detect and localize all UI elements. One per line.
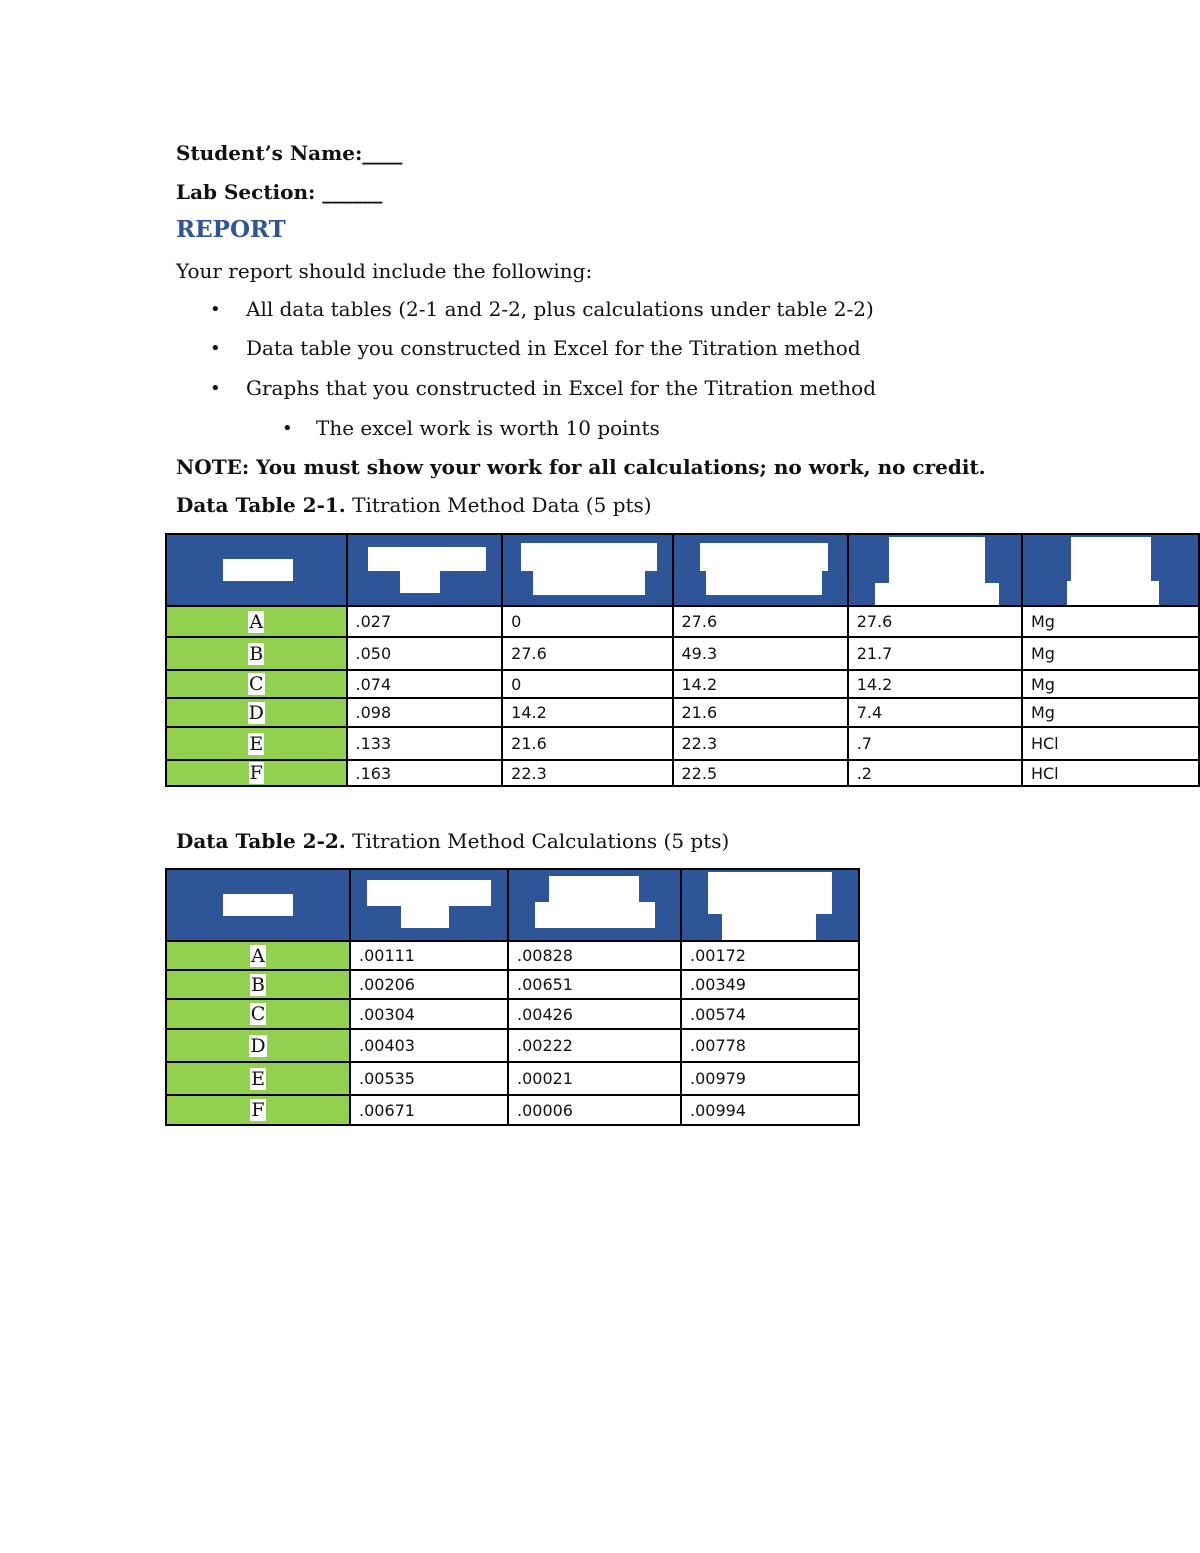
table-row xyxy=(166,727,1199,760)
table-cell: 27.6 xyxy=(502,637,672,670)
table-cell: 14.2 xyxy=(502,698,672,727)
table-cell: .00778 xyxy=(681,1029,859,1062)
report-heading: REPORT xyxy=(176,216,286,243)
table-cell: .00021 xyxy=(508,1062,681,1095)
row-label-cell: E xyxy=(166,1062,350,1095)
table-cell: 22.3 xyxy=(673,727,848,760)
table-header-row xyxy=(166,534,1199,606)
header-cell-redacted xyxy=(166,869,350,941)
header-cell-redacted xyxy=(350,869,508,941)
bullet-dot-icon: • xyxy=(210,378,221,399)
table-cell: 27.6 xyxy=(848,606,1022,637)
table1-caption xyxy=(176,492,652,518)
student-name-line: Student’s Name:____ xyxy=(176,141,403,165)
table-cell: Mg xyxy=(1022,637,1199,670)
table-cell: .00535 xyxy=(350,1062,508,1095)
row-label-cell: A xyxy=(166,941,350,970)
table-row xyxy=(166,606,1199,637)
row-label-cell: A xyxy=(166,606,347,637)
table-cell: 22.3 xyxy=(502,760,672,786)
row-label-cell: C xyxy=(166,670,347,698)
table-header-row xyxy=(166,869,859,941)
table-cell: .00222 xyxy=(508,1029,681,1062)
table-row xyxy=(166,970,859,999)
table-cell: .00994 xyxy=(681,1095,859,1125)
table-cell: 49.3 xyxy=(673,637,848,670)
table-cell: 7.4 xyxy=(848,698,1022,727)
table-cell: .00671 xyxy=(350,1095,508,1125)
header-cell-redacted xyxy=(673,534,848,606)
note-text: NOTE: You must show your work for all calculations; no work, no credit. xyxy=(176,455,986,479)
table-row xyxy=(166,999,859,1029)
table-cell: 21.6 xyxy=(502,727,672,760)
table-cell: .027 xyxy=(347,606,503,637)
table-cell: .7 xyxy=(848,727,1022,760)
row-label-cell: C xyxy=(166,999,350,1029)
table2-caption-rest: Titration Method Calculations (5 pts) xyxy=(345,829,730,853)
table-cell: Mg xyxy=(1022,606,1199,637)
header-cell-redacted xyxy=(166,534,347,606)
table-row xyxy=(166,941,859,970)
header-cell-redacted xyxy=(347,534,503,606)
header-cell-redacted xyxy=(681,869,859,941)
table-cell: .050 xyxy=(347,637,503,670)
table-row xyxy=(166,1062,859,1095)
table-cell: Mg xyxy=(1022,670,1199,698)
table-cell: .00006 xyxy=(508,1095,681,1125)
table-cell: .00979 xyxy=(681,1062,859,1095)
table-row xyxy=(166,637,1199,670)
table2-caption xyxy=(176,828,729,854)
row-label-cell: F xyxy=(166,760,347,786)
table-cell: .098 xyxy=(347,698,503,727)
table-cell: .00111 xyxy=(350,941,508,970)
sub-bullet-item-1: The excel work is worth 10 points xyxy=(316,416,660,440)
header-cell-redacted xyxy=(502,534,672,606)
table-cell: HCl xyxy=(1022,760,1199,786)
table-cell: 21.6 xyxy=(673,698,848,727)
row-label-cell: E xyxy=(166,727,347,760)
table-cell: .133 xyxy=(347,727,503,760)
table-cell: 22.5 xyxy=(673,760,848,786)
lab-section-line: Lab Section: ______ xyxy=(176,180,383,204)
table-row xyxy=(166,698,1199,727)
row-label-cell: B xyxy=(166,970,350,999)
table-cell: .00349 xyxy=(681,970,859,999)
header-cell-redacted xyxy=(848,534,1022,606)
table-cell: 14.2 xyxy=(673,670,848,698)
table-row xyxy=(166,1095,859,1125)
table-cell: 0 xyxy=(502,606,672,637)
table-cell: .00426 xyxy=(508,999,681,1029)
table1-caption-bold: Data Table 2-1. xyxy=(176,493,346,517)
table-cell: 27.6 xyxy=(673,606,848,637)
bullet-dot-icon: • xyxy=(210,299,221,320)
row-label-cell: F xyxy=(166,1095,350,1125)
table-cell: .00403 xyxy=(350,1029,508,1062)
table1-caption-rest: Titration Method Data (5 pts) xyxy=(345,493,652,517)
table-row xyxy=(166,760,1199,786)
table-row xyxy=(166,670,1199,698)
table-cell: HCl xyxy=(1022,727,1199,760)
bullet-dot-icon: • xyxy=(210,338,221,359)
table-cell: .2 xyxy=(848,760,1022,786)
table-cell: .074 xyxy=(347,670,503,698)
table-cell: .00304 xyxy=(350,999,508,1029)
table-cell: .00651 xyxy=(508,970,681,999)
table-cell: Mg xyxy=(1022,698,1199,727)
table-cell: .00172 xyxy=(681,941,859,970)
titration-calculations-table xyxy=(165,868,860,1126)
intro-text: Your report should include the following: xyxy=(176,259,593,283)
table-cell: 0 xyxy=(502,670,672,698)
header-cell-redacted xyxy=(1022,534,1199,606)
bullet-item-2: Data table you constructed in Excel for the Titration method xyxy=(246,336,861,360)
table-cell: 14.2 xyxy=(848,670,1022,698)
table-cell: 21.7 xyxy=(848,637,1022,670)
bullet-dot-icon: • xyxy=(282,418,293,439)
header-cell-redacted xyxy=(508,869,681,941)
row-label-cell: D xyxy=(166,698,347,727)
table2-caption-bold: Data Table 2-2. xyxy=(176,829,346,853)
row-label-cell: D xyxy=(166,1029,350,1062)
titration-data-table xyxy=(165,533,1200,787)
row-label-cell: B xyxy=(166,637,347,670)
bullet-item-1: All data tables (2-1 and 2-2, plus calculations under table 2-2) xyxy=(246,297,874,321)
table-cell: .00206 xyxy=(350,970,508,999)
table-row xyxy=(166,1029,859,1062)
bullet-item-3: Graphs that you constructed in Excel for the Titration method xyxy=(246,376,876,400)
table-cell: .00574 xyxy=(681,999,859,1029)
table-cell: .163 xyxy=(347,760,503,786)
table-cell: .00828 xyxy=(508,941,681,970)
